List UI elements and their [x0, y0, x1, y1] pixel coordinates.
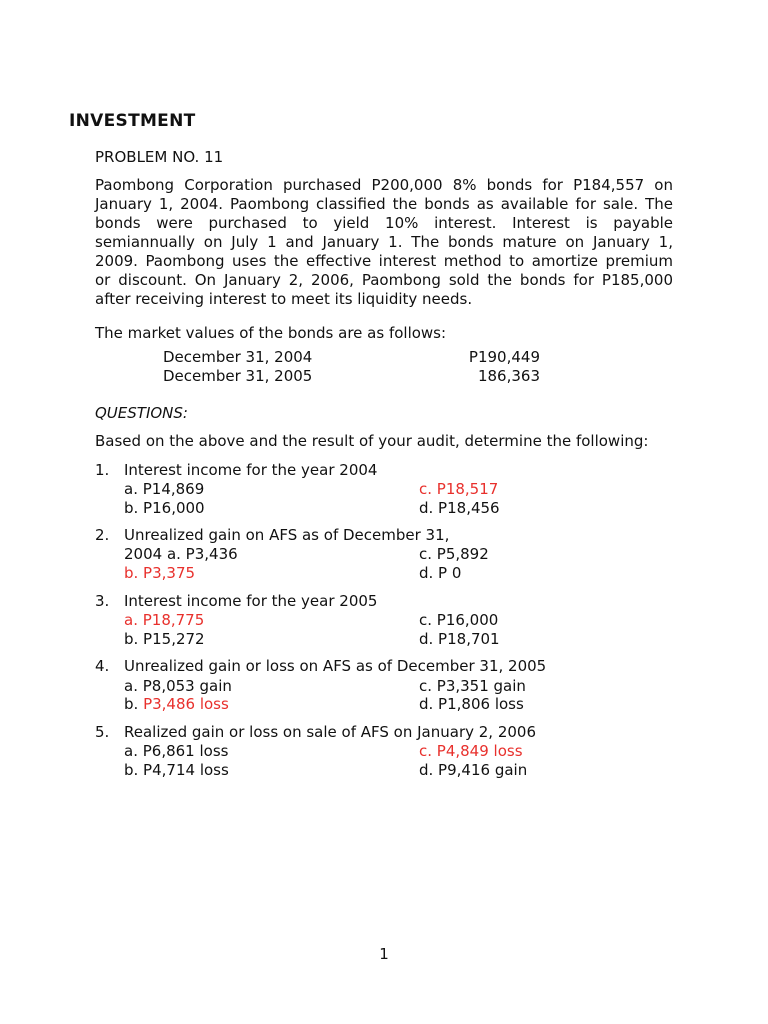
question-number: 2.	[95, 526, 110, 544]
option-b-answer-text: P3,486 loss	[143, 695, 229, 713]
market-value-amount: P190,449	[468, 348, 540, 366]
market-value-date: December 31, 2004	[163, 348, 313, 366]
option-a-answer: a. P18,775	[124, 611, 205, 629]
option-d: d. P18,456	[419, 499, 500, 517]
paragraph-line: after receiving interest to meet its liquidity needs.	[95, 290, 473, 308]
problem-title: PROBLEM NO. 11	[95, 148, 224, 166]
option-a: a. P14,869	[124, 480, 205, 498]
question-text: Interest income for the year 2004	[124, 461, 378, 479]
option-b: b. P16,000	[124, 499, 205, 517]
option-c: c. P3,351 gain	[419, 677, 526, 695]
option-a: a. P6,861 loss	[124, 742, 229, 760]
question-text: Interest income for the year 2005	[124, 592, 378, 610]
question-number: 3.	[95, 592, 110, 610]
option-a: a. P8,053 gain	[124, 677, 232, 695]
paragraph-line: semiannually on July 1 and January 1. The bonds mature on January 1,	[95, 233, 673, 251]
paragraph-line: Paombong Corporation purchased P200,000 8% bonds for P184,557 on	[95, 176, 673, 194]
paragraph-line: January 1, 2004. Paombong classified the bonds as available for sale. The	[95, 195, 673, 213]
page-number: 1	[379, 945, 389, 963]
option-b-answer	[124, 695, 229, 714]
option-d: d. P1,806 loss	[419, 695, 524, 713]
option-b-answer: b. P3,375	[124, 564, 196, 582]
instruction-text: Based on the above and the result of your audit, determine the following:	[95, 432, 649, 450]
option-c: c. P16,000	[419, 611, 499, 629]
option-b: b. P4,714 loss	[124, 761, 229, 779]
question-text: Realized gain or loss on sale of AFS on January 2, 2006	[124, 723, 537, 741]
question-number: 5.	[95, 723, 110, 741]
section-title: INVESTMENT	[69, 111, 196, 131]
option-d: d. P18,701	[419, 630, 500, 648]
option-b: b. P15,272	[124, 630, 205, 648]
question-number: 1.	[95, 461, 110, 479]
paragraph-line: bonds were purchased to yield 10% interest. Interest is payable	[95, 214, 673, 232]
question-text: Unrealized gain or loss on AFS as of December 31, 2005	[124, 657, 547, 675]
problem-paragraph	[95, 176, 673, 309]
paragraph-line: or discount. On January 2, 2006, Paombong sold the bonds for P185,000	[95, 271, 673, 289]
market-values-intro: The market values of the bonds are as follows:	[95, 324, 447, 342]
questions-heading: QUESTIONS:	[95, 404, 188, 422]
question-text-continued: 2004 a. P3,436	[124, 545, 238, 563]
option-c-answer: c. P18,517	[419, 480, 499, 498]
option-d: d. P9,416 gain	[419, 761, 528, 779]
option-c-answer: c. P4,849 loss	[419, 742, 523, 760]
option-c: c. P5,892	[419, 545, 489, 563]
option-b-letter: b.	[124, 695, 144, 713]
paragraph-line: 2009. Paombong uses the effective interest method to amortize premium	[95, 252, 673, 270]
market-value-date: December 31, 2005	[163, 367, 313, 385]
question-text: Unrealized gain on AFS as of December 31,	[124, 526, 450, 544]
question-number: 4.	[95, 657, 110, 675]
option-d: d. P 0	[419, 564, 462, 582]
market-value-amount: 186,363	[477, 367, 540, 385]
